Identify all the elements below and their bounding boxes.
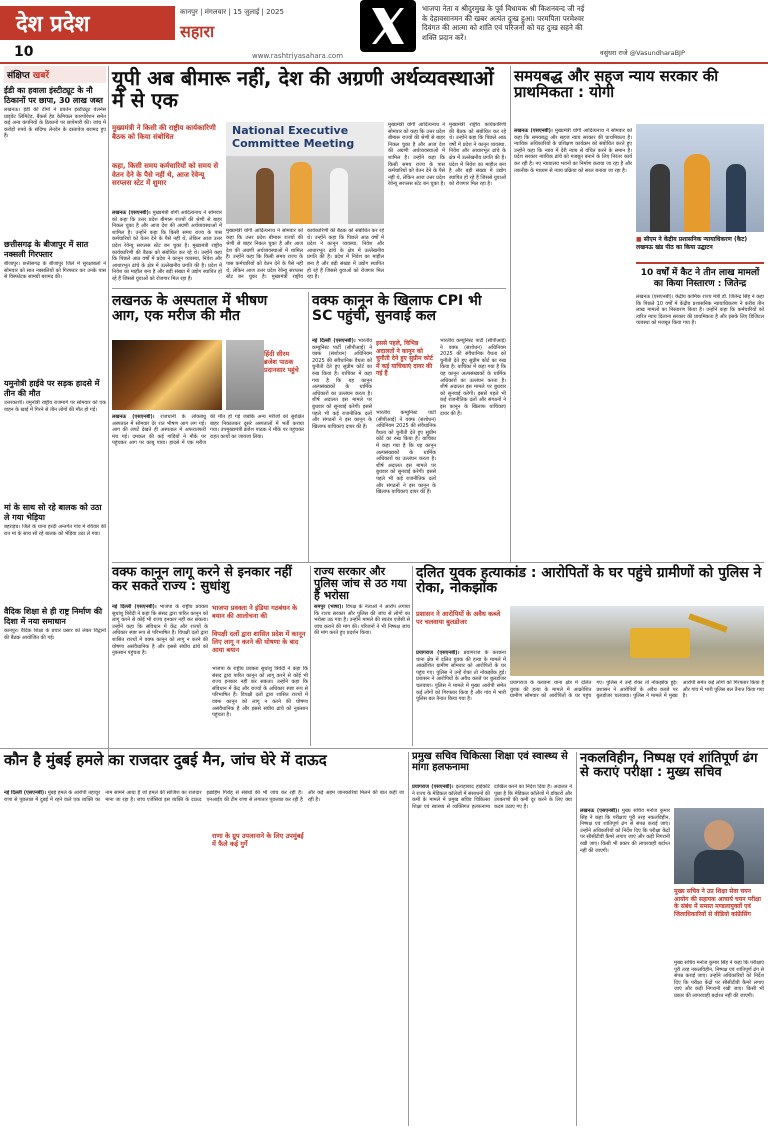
x-handle: वसुंधरा राजे @VasundharaBJP <box>600 49 685 57</box>
cat-box <box>636 262 764 562</box>
exam-photo <box>674 808 764 884</box>
person-figure <box>256 168 274 224</box>
lead-body-col3 <box>388 122 506 284</box>
brief-item-text: लखनऊ। ईडी की टीमों ने प्रवर्तन इंस्टीट्यूट वेलनेस प्राइवेट लिमिटेड, बैंकर्स हेड केमिकल कारपोरेशन समेत कई अन्य कंपनियों के ठिकानों पर छापेमारी की। जांच में करोड़ों रुपये के संदिग्ध लेनदेन के दस्तावेज बरामद हुए हैं। <box>4 107 106 140</box>
waqf-cpi-sub <box>376 340 436 378</box>
section-rule <box>112 562 764 563</box>
justice-headline: समयबद्ध और सहज न्याय सरकार की प्राथमिकता : योगी <box>514 67 719 102</box>
lead-body-text-cont: मुख्यमंत्री योगी आदित्यनाथ ने सोमवार को कहा कि उत्तर प्रदेश बीमारू राज्यों की श्रेणी से बाहर निकल चुका है और आज देश की अग्रणी अर्थव्यवस्थाओं में शामिल है। उन्होंने कहा कि किसी समय राज्य के पास कर्मचारियों को वेतन देने के पैसे नहीं थे, लेकिन आज उत्तर प्रदेश रेवेन्यू सरप्लस स्टेट बन चुका है। मुख्यमंत्री राष्ट्रीय कार्यकारिणी की बैठक को संबोधित कर रहे थे। उन्होंने कहा कि पिछले आठ वर्षों में प्रदेश ने कानून व्यवस्था, निवेश और आधारभूत ढांचे के क्षेत्र में उल्लेखनीय प्रगति की है। प्रदेश में निवेश का माहौल बना है और बड़ी संख्या में उद्योग स्थापित हो रहे हैं जिससे युवाओं को रोजगार मिल रहा है। <box>226 228 384 281</box>
waqf-cpi-body-col3 <box>440 338 506 558</box>
lead-subhead-1 <box>112 124 222 141</box>
hospital-headline: लखनऊ के अस्पताल में भीषण आग, एक मरीज की मौत <box>112 293 268 325</box>
justice-photo-caption <box>636 236 764 251</box>
hospital-photo-caption: हिंदी सीरम ब्रजेश पाठक प्रदानसार पहुंचे <box>264 350 299 374</box>
waqf-cpi-body-text: भारतीय कम्युनिस्ट पार्टी (सीपीआई) ने वक्फ (संशोधन) अधिनियम 2025 की संवैधानिक वैधता को चुनौती देते हुए सुप्रीम कोर्ट का रुख किया है। याचिका में कहा गया है कि यह कानून अल्पसंख्यकों के धार्मिक अधिकारों का उल्लंघन करता है। शीर्ष अदालत इस मामले पर बुधवार को सुनवाई करेगी। इससे पहले भी कई राजनीतिक दलों और संगठनों ने इस कानून के खिलाफ याचिकाएं दायर की हैं। <box>312 338 372 430</box>
caption-text: सीएम ने केंद्रीय प्रशासनिक न्यायाधिकरण (कैट) लखनऊ खंड पीठ का किया उद्घाटन <box>636 236 748 251</box>
column-rule <box>408 752 409 1126</box>
police-probe-headline: राज्य सरकार और पुलिस जांच से उठ गया है भरोसा <box>314 565 407 602</box>
city: कानपुर <box>180 8 198 16</box>
x-icon <box>360 0 416 52</box>
person-figure <box>694 850 744 884</box>
dalit-sub <box>416 610 506 626</box>
medical-body-text: इलाहाबाद हाईकोर्ट ने राज्य के मेडिकल कॉलेजों में संसाधनों की कमी के मामले में प्रमुख सचिव चिकित्सा शिक्षा एवं स्वास्थ्य से व्यक्तिगत हलफनामा दाखिल करने का निर्देश दिया है। अदालत ने पूछा है कि मेडिकल कॉलेजों में डॉक्टरों और उपकरणों की कमी दूर करने के लिए क्या कदम उठाए गए हैं। <box>412 784 572 810</box>
waqf-refuse-sub-2-text: विपक्षी दलों द्वारा शासित प्रदेश में कानून लिए लागू न करने की घोषणा के बाद आया बयान <box>212 630 306 654</box>
bulldozer-arm <box>688 613 728 632</box>
brief-item-text: बहराइच। जिले के थाना हरदी अन्तर्गत गांव में रविवार की रात मां के साथ सो रहे बालक को भेड़िया उठा ले गया। <box>4 524 106 537</box>
mumbai-byline: नई दिल्ली (एसएनबी)। <box>4 790 47 796</box>
day: मंगलवार <box>204 8 227 16</box>
waqf-refuse-sub-1-text: भाजपा प्रवक्ता ने इंडिया गठबंधन के बयान की आलोचना की <box>212 604 298 620</box>
waqf-refuse-sub-1 <box>212 604 308 620</box>
dalit-body-text-cont: प्रयागराज के करछना थाना क्षेत्र में दलित युवक की हत्या के मामले में आक्रोशित ग्रामीण सोमवार को आरोपितों के घर पहुंच गए। पुलिस ने उन्हें रोका तो नोकझोंक हुई। प्रशासन ने आरोपियों के अवैध कब्जे पर बुलडोजर चलवाया। पुलिस ने मामले में मुख्य आरोपी समेत कई लोगों को गिरफ्तार किया है और गांव में भारी पुलिस बल तैनात किया गया है। <box>510 680 764 700</box>
medical-body <box>412 784 572 1124</box>
brief-item-title: छत्तीसगढ़ के बीजापुर में सात नक्सली गिरफ्तार <box>4 240 89 259</box>
lead-subhead-2-text: कहा, किसी समय कर्मचारियों को समय से वेतन देने के पैसे नहीं थे, आज रेवेन्यू सरप्लस स्टेट में शुमार <box>112 162 219 187</box>
dalit-sub-text: प्रशासन ने आरोपियों के अवैध कब्जे पर चलवाया बुलडोजर <box>416 610 501 626</box>
column-rule <box>576 752 577 1126</box>
x-post-line-3: दिवंगत की आत्मा को शांति एवं परिजनों को यह दुःख सहने की <box>422 23 583 32</box>
mumbai-body <box>4 790 404 1124</box>
person-figure <box>726 164 746 232</box>
lead-headline: यूपी अब बीमारू नहीं, देश की अग्रणी अर्थव्यवस्थाओं में से एक <box>112 66 494 112</box>
waqf-cpi-body <box>312 338 372 558</box>
caption-bullet: ■ <box>636 236 644 243</box>
column-rule <box>412 566 413 746</box>
hospital-body-text: राजधानी के लोकबंधु अस्पताल में सोमवार देर रात भीषण आग लग गई। आग की लपटें देखते ही अस्पताल में अफरातफरी मच गई। दमकल की कई गाड़ियों ने मौके पर पहुंचकर आग पर काबू पाया। हादसे में एक मरीज की मौत हो गई जबकि अन्य मरीजों को सुरक्षित बाहर निकालकर दूसरे अस्पतालों में भर्ती कराया गया। उपमुख्यमंत्री ब्रजेश पाठक ने मौके पर पहुंचकर राहत कार्यों का जायजा लिया। <box>112 414 304 447</box>
x-post-line-2: के देहावसानमन की खबर अत्यंत दुःख हुआ। परमपिता परमेश्वर <box>422 13 585 23</box>
waqf-cpi-body-text-cont: भारतीय कम्युनिस्ट पार्टी (सीपीआई) ने वक्फ (संशोधन) अधिनियम 2025 की संवैधानिक वैधता को चुनौती देते हुए सुप्रीम कोर्ट का रुख किया है। याचिका में कहा गया है कि यह कानून अल्पसंख्यकों के धार्मिक अधिकारों का उल्लंघन करता है। शीर्ष अदालत इस मामले पर बुधवार को सुनवाई करेगी। इससे पहले भी कई राजनीतिक दलों और संगठनों ने इस कानून के खिलाफ याचिकाएं दायर की हैं। <box>440 338 506 417</box>
justice-body-text: मुख्यमंत्री योगी आदित्यनाथ ने सोमवार को कहा कि समयबद्ध और सहज न्याय सरकार की प्राथमिकता है। न्यायिक अधिकारियों के प्रशिक्षण कार्यक्रम को संबोधित करते हुए उन्होंने कहा कि न्याय में देरी न्याय से वंचित करने के समान है। प्रदेश सरकार न्यायिक ढांचे को मजबूत बनाने के लिए निरंतर कार्य कर रही है। नए न्यायालय भवनों का निर्माण कराया जा रहा है और तकनीक के माध्यम से न्याय प्रक्रिया को सरल बनाया जा रहा है। <box>514 128 632 174</box>
brief-tag: संक्षिप्त <box>7 71 30 81</box>
person-figure <box>684 154 710 232</box>
person-figure <box>704 820 734 850</box>
waqf-refuse-body-text: भाजपा के राष्ट्रीय प्रवक्ता सुधांशु त्रिवेदी ने कहा कि संसद द्वारा पारित कानून को लागू करने से कोई भी राज्य इनकार नहीं कर सकता। उन्होंने कहा कि संविधान में केंद्र और राज्यों के अधिकार स्पष्ट रूप से परिभाषित हैं। विपक्षी दलों द्वारा शासित राज्यों में वक्फ कानून को लागू न करने की घोषणा असंवैधानिक है और इससे संघीय ढांचे को नुकसान पहुंचता है। <box>112 604 208 657</box>
column-rule <box>108 66 109 766</box>
page-number: 10 <box>14 44 34 60</box>
mumbai-body-text: मुंबई हमले के आरोपी तहव्वुर राणा से पूछताछ में दुबई में रहने वाले एक व्यक्ति का नाम सामने आया है जो हमले की साजिश का राजदार माना जा रहा है। जांच एजेंसियां इस व्यक्ति के दाऊद इब्राहिम गिरोह से संबंधों की भी जांच कर रही हैं। एनआईए की टीम राणा से लगातार पूछताछ कर रही है और कई अहम जानकारियां मिलने की बात कही जा रही है। <box>4 790 404 803</box>
exam-byline: लखनऊ (एसएनबी)। <box>580 808 620 814</box>
waqf-cpi-sub-text: इससे पहले, विभिन्न अदालतों ने कानून को चुनौती देने हुए सुप्रीम कोर्ट में कई याचिकाएं दायर की गई हैं <box>376 340 433 377</box>
dalit-body-col2 <box>510 680 764 744</box>
brief-item <box>4 607 106 688</box>
justice-body <box>514 128 632 518</box>
lead-body-col2 <box>226 228 384 284</box>
exam-body-text-cont: मुख्य सचिव मनोज कुमार सिंह ने कहा कि परीक्षाएं पूरी तरह नकलविहीन, निष्पक्ष एवं शांतिपूर्ण ढंग से संपन्न कराई जाएं। उन्होंने अधिकारियों को निर्देश दिए कि परीक्षा केंद्रों पर सीसीटीवी कैमरे लगाए जाएं और कड़ी निगरानी रखी जाए। किसी भी प्रकार की लापरवाही बर्दाश्त नहीं की जाएगी। <box>674 960 764 999</box>
brief-item <box>4 86 106 237</box>
hospital-photo <box>112 340 222 410</box>
brief-item-title: मां के साथ सो रहे बालक को उठा ले गया भेड़िया <box>4 503 102 522</box>
person-figure <box>650 164 670 232</box>
website[interactable]: www.rashtriyasahara.com <box>252 52 344 60</box>
exam-body-col2 <box>674 960 764 1124</box>
lead-photo <box>226 122 384 224</box>
exam-headline: नकलविहीन, निष्पक्ष एवं शांतिपूर्ण ढंग से कराएं परीक्षा : मुख्य सचिव <box>580 751 758 781</box>
date: 15 जुलाई <box>233 8 260 16</box>
brief-tag-bar <box>4 66 106 83</box>
mumbai-sub-text: राणा के ग्रुप उपलानाने के लिए उपमुंबई में फैले कई गुर्गे <box>212 832 304 848</box>
waqf-refuse-body-text-cont: भाजपा के राष्ट्रीय प्रवक्ता सुधांशु त्रिवेदी ने कहा कि संसद द्वारा पारित कानून को लागू करने से कोई भी राज्य इनकार नहीं कर सकता। उन्होंने कहा कि संविधान में केंद्र और राज्यों के अधिकार स्पष्ट रूप से परिभाषित हैं। विपक्षी दलों द्वारा शासित राज्यों में वक्फ कानून को लागू न करने की घोषणा असंवैधानिक है और इससे संघीय ढांचे को नुकसान पहुंचता है। <box>212 666 308 719</box>
bulldozer-shape <box>630 628 690 658</box>
brief-item <box>4 379 106 500</box>
waqf-refuse-byline: नई दिल्ली (एसएनबी)। <box>112 604 157 610</box>
waqf-refuse-sub-2 <box>212 630 308 654</box>
lead-body-text-cont: मुख्यमंत्री योगी आदित्यनाथ ने सोमवार को कहा कि उत्तर प्रदेश बीमारू राज्यों की श्रेणी से बाहर निकल चुका है और आज देश की अग्रणी अर्थव्यवस्थाओं में शामिल है। उन्होंने कहा कि किसी समय राज्य के पास कर्मचारियों को वेतन देने के पैसे नहीं थे, लेकिन आज उत्तर प्रदेश रेवेन्यू सरप्लस स्टेट बन चुका है। मुख्यमंत्री राष्ट्रीय कार्यकारिणी की बैठक को संबोधित कर रहे थे। उन्होंने कहा कि पिछले आठ वर्षों में प्रदेश ने कानून व्यवस्था, निवेश और आधारभूत ढांचे के क्षेत्र में उल्लेखनीय प्रगति की है। प्रदेश में निवेश का माहौल बना है और बड़ी संख्या में उद्योग स्थापित हो रहे हैं जिससे युवाओं को रोजगार मिल रहा है। <box>388 122 506 188</box>
dalit-body-text: प्रयागराज के करछना थाना क्षेत्र में दलित युवक की हत्या के मामले में आक्रोशित ग्रामीण सोमवार को आरोपितों के घर पहुंच गए। पुलिस ने उन्हें रोका तो नोकझोंक हुई। प्रशासन ने आरोपियों के अवैध कब्जे पर बुलडोजर चलवाया। पुलिस ने मामले में मुख्य आरोपी समेत कई लोगों को गिरफ्तार किया है और गांव में भारी पुलिस बल तैनात किया गया है। <box>416 650 506 703</box>
x-post-line-1: भाजपा नेता व श्रीदुरमुख के पूर्व विधायक श्री किशनवन्द जी नई <box>422 4 585 13</box>
dalit-headline: दलित युवक हत्याकांड : आरोपितों के घर पहुंचे ग्रामीणों को पुलिस ने रोका, नोकझोंक <box>416 565 762 597</box>
police-probe-byline: समपुर (भाषा)। <box>314 604 344 610</box>
brief-item-text: कानपुर। वैदिक शिक्षा के प्रचार प्रसार को लेकर विद्वानों की बैठक आयोजित की गई। <box>4 628 106 641</box>
brief-item-title: ईडी का हवाला इंस्टीट्यूट के नौ ठिकानों पर छापा, 30 लाख जब्त <box>4 86 103 105</box>
waqf-refuse-body <box>112 604 208 744</box>
exam-body-text: मुख्य सचिव मनोज कुमार सिंह ने कहा कि परीक्षाएं पूरी तरह नकलविहीन, निष्पक्ष एवं शांतिपूर्ण ढंग से संपन्न कराई जाएं। उन्होंने अधिकारियों को निर्देश दिए कि परीक्षा केंद्रों पर सीसीटीवी कैमरे लगाए जाएं और कड़ी निगरानी रखी जाए। किसी भी प्रकार की लापरवाही बर्दाश्त नहीं की जाएगी। <box>580 808 670 854</box>
exam-body <box>580 808 670 1124</box>
lead-body-text: मुख्यमंत्री योगी आदित्यनाथ ने सोमवार को कहा कि उत्तर प्रदेश बीमारू राज्यों की श्रेणी से बाहर निकल चुका है और आज देश की अग्रणी अर्थव्यवस्थाओं में शामिल है। उन्होंने कहा कि किसी समय राज्य के पास कर्मचारियों को वेतन देने के पैसे नहीं थे, लेकिन आज उत्तर प्रदेश रेवेन्यू सरप्लस स्टेट बन चुका है। मुख्यमंत्री राष्ट्रीय कार्यकारिणी की बैठक को संबोधित कर रहे थे। उन्होंने कहा कि पिछले आठ वर्षों में प्रदेश ने कानून व्यवस्था, निवेश और आधारभूत ढांचे के क्षेत्र में उल्लेखनीय प्रगति की है। प्रदेश में निवेश का माहौल बना है और बड़ी संख्या में उद्योग स्थापित हो रहे हैं जिससे युवाओं को रोजगार मिल रहा है। <box>112 210 222 282</box>
x-logo-box <box>360 0 416 52</box>
brief-item <box>4 503 106 604</box>
person-figure <box>330 168 348 224</box>
header-bar <box>0 0 768 60</box>
exam-sub-text: मुख्य सचिव ने उप्र शिक्षा सेवा चयन आयोग की सहायक आचार्य चयन परीक्षा के संबंध में समस्त मण्डलायुक्तों एवं जिलाधिकारियों से वीडियो कांफ्रेंसिंग <box>674 888 761 918</box>
column-rule <box>310 566 311 746</box>
medical-headline: प्रमुख सचिव चिकित्सा शिक्षा एवं स्वास्थ्य से मांगा हलफनामा <box>412 751 568 773</box>
section-rule <box>112 288 506 289</box>
x-post <box>422 4 762 42</box>
waqf-cpi-headline: वक्फ कानून के खिलाफ CPI भी SC पहुंची, सुनवाई कल <box>312 293 482 325</box>
column-rule <box>510 66 511 562</box>
cat-box-body: लखनऊ (एसएनबी)। केंद्रीय कार्मिक राज्य मंत्री डॉ. जितेन्द्र सिंह ने कहा कि पिछले 10 वर्षों में केंद्रीय प्रशासनिक न्यायाधिकरण ने करीब तीन लाख मामलों का निस्तारण किया है। उन्होंने कहा कि कर्मचारियों को त्वरित न्याय दिलाना सरकार की प्राथमिकता है और इसके लिए डिजिटल व्यवस्था को मजबूत किया गया है। <box>636 294 764 327</box>
mumbai-headline: कौन है मुंबई हमले का राजदार दुबई मैन, जांच घेरे में दाऊद <box>4 751 327 769</box>
person-figure <box>290 162 312 224</box>
exam-sub <box>674 888 764 918</box>
dalit-body <box>416 650 506 744</box>
brief-item-title: यमुनोत्री हाईवे पर सड़क हादसे में तीन की मौत <box>4 379 100 398</box>
mumbai-sub <box>210 830 306 850</box>
lead-subhead-2 <box>112 162 222 188</box>
justice-photo <box>636 124 764 232</box>
waqf-refuse-body-col2 <box>212 666 308 744</box>
hospital-photo-2 <box>226 340 264 410</box>
brief-column <box>4 66 106 766</box>
police-probe-body-text: विपक्ष के नेताओं ने आरोप लगाया कि राज्य सरकार और पुलिस की जांच से लोगों का भरोसा उठ गया है। उन्होंने मामले की स्वतंत्र एजेंसी से जांच कराने की मांग की। परिजनों ने भी निष्पक्ष जांच की मांग करते हुए प्रदर्शन किया। <box>314 604 410 637</box>
hospital-body <box>112 414 304 556</box>
brief-item <box>4 240 106 376</box>
section-title: देश प्रदेश <box>16 12 90 37</box>
masthead-logo: सहारा <box>180 22 215 41</box>
police-probe-body <box>314 604 410 744</box>
waqf-cpi-byline: नई दिल्ली (एसएनबी)। <box>312 338 356 344</box>
section-rule <box>0 748 768 749</box>
dalit-photo <box>510 606 764 676</box>
medical-byline: प्रयागराज (एसएनबी)। <box>412 784 454 790</box>
brief-item-text: उत्तरकाशी। यमुनोत्री राष्ट्रीय राजमार्ग पर सोमवार को एक वाहन के खाई में गिरने से तीन लोगों की मौत हो गई। <box>4 400 106 413</box>
justice-byline: लखनऊ (एसएनबी)। <box>514 128 553 134</box>
hospital-byline: लखनऊ (एसएनबी)। <box>112 414 155 420</box>
waqf-cpi-body-col2 <box>376 410 436 558</box>
x-post-line-4: शक्ति प्रदान करें। <box>422 32 467 42</box>
dalit-byline: प्रयागराज (एसएनबी)। <box>416 650 460 656</box>
lead-photo-text: National Executive Committee Meeting <box>232 124 355 150</box>
cat-box-title: 10 वर्षों में कैट ने तीन लाख मामलों का किया निस्तारण : जितेन्द्र <box>640 268 760 289</box>
brief-item-title: वैदिक शिक्षा से ही राष्ट्र निर्माण की दिशा में नया समाधान <box>4 607 103 626</box>
year: 2025 <box>266 8 284 16</box>
dateline: कानपुर | मंगलवार | 15 जुलाई | 2025 <box>180 8 284 16</box>
lead-byline: लखनऊ (एसएनबी)। <box>112 210 151 216</box>
brief-item-text: बीजापुर। छत्तीसगढ़ के बीजापुर जिले में सुरक्षाबलों ने सोमवार को सात नक्सलियों को गिरफ्तार कर उनके पास से विस्फोटक सामग्री बरामद की। <box>4 261 106 281</box>
lead-subhead-1-text: मुख्यमंत्री ने किसी की राष्ट्रीय कार्यकारिणी बैठक को किया संबोधित <box>112 124 216 141</box>
waqf-cpi-body-text-cont: भारतीय कम्युनिस्ट पार्टी (सीपीआई) ने वक्फ (संशोधन) अधिनियम 2025 की संवैधानिक वैधता को चुनौती देते हुए सुप्रीम कोर्ट का रुख किया है। याचिका में कहा गया है कि यह कानून अल्पसंख्यकों के धार्मिक अधिकारों का उल्लंघन करता है। शीर्ष अदालत इस मामले पर बुधवार को सुनवाई करेगी। इससे पहले भी कई राजनीतिक दलों और संगठनों ने इस कानून के खिलाफ याचिकाएं दायर की हैं। <box>376 410 436 496</box>
brief-tag-2: खबरें <box>32 71 50 81</box>
column-rule <box>308 292 309 562</box>
lead-body-col1 <box>112 210 222 284</box>
header-rule <box>0 62 768 64</box>
waqf-refuse-headline: वक्फ कानून लागू करने से इनकार नहीं कर सकते राज्य : सुधांशु <box>112 565 292 595</box>
